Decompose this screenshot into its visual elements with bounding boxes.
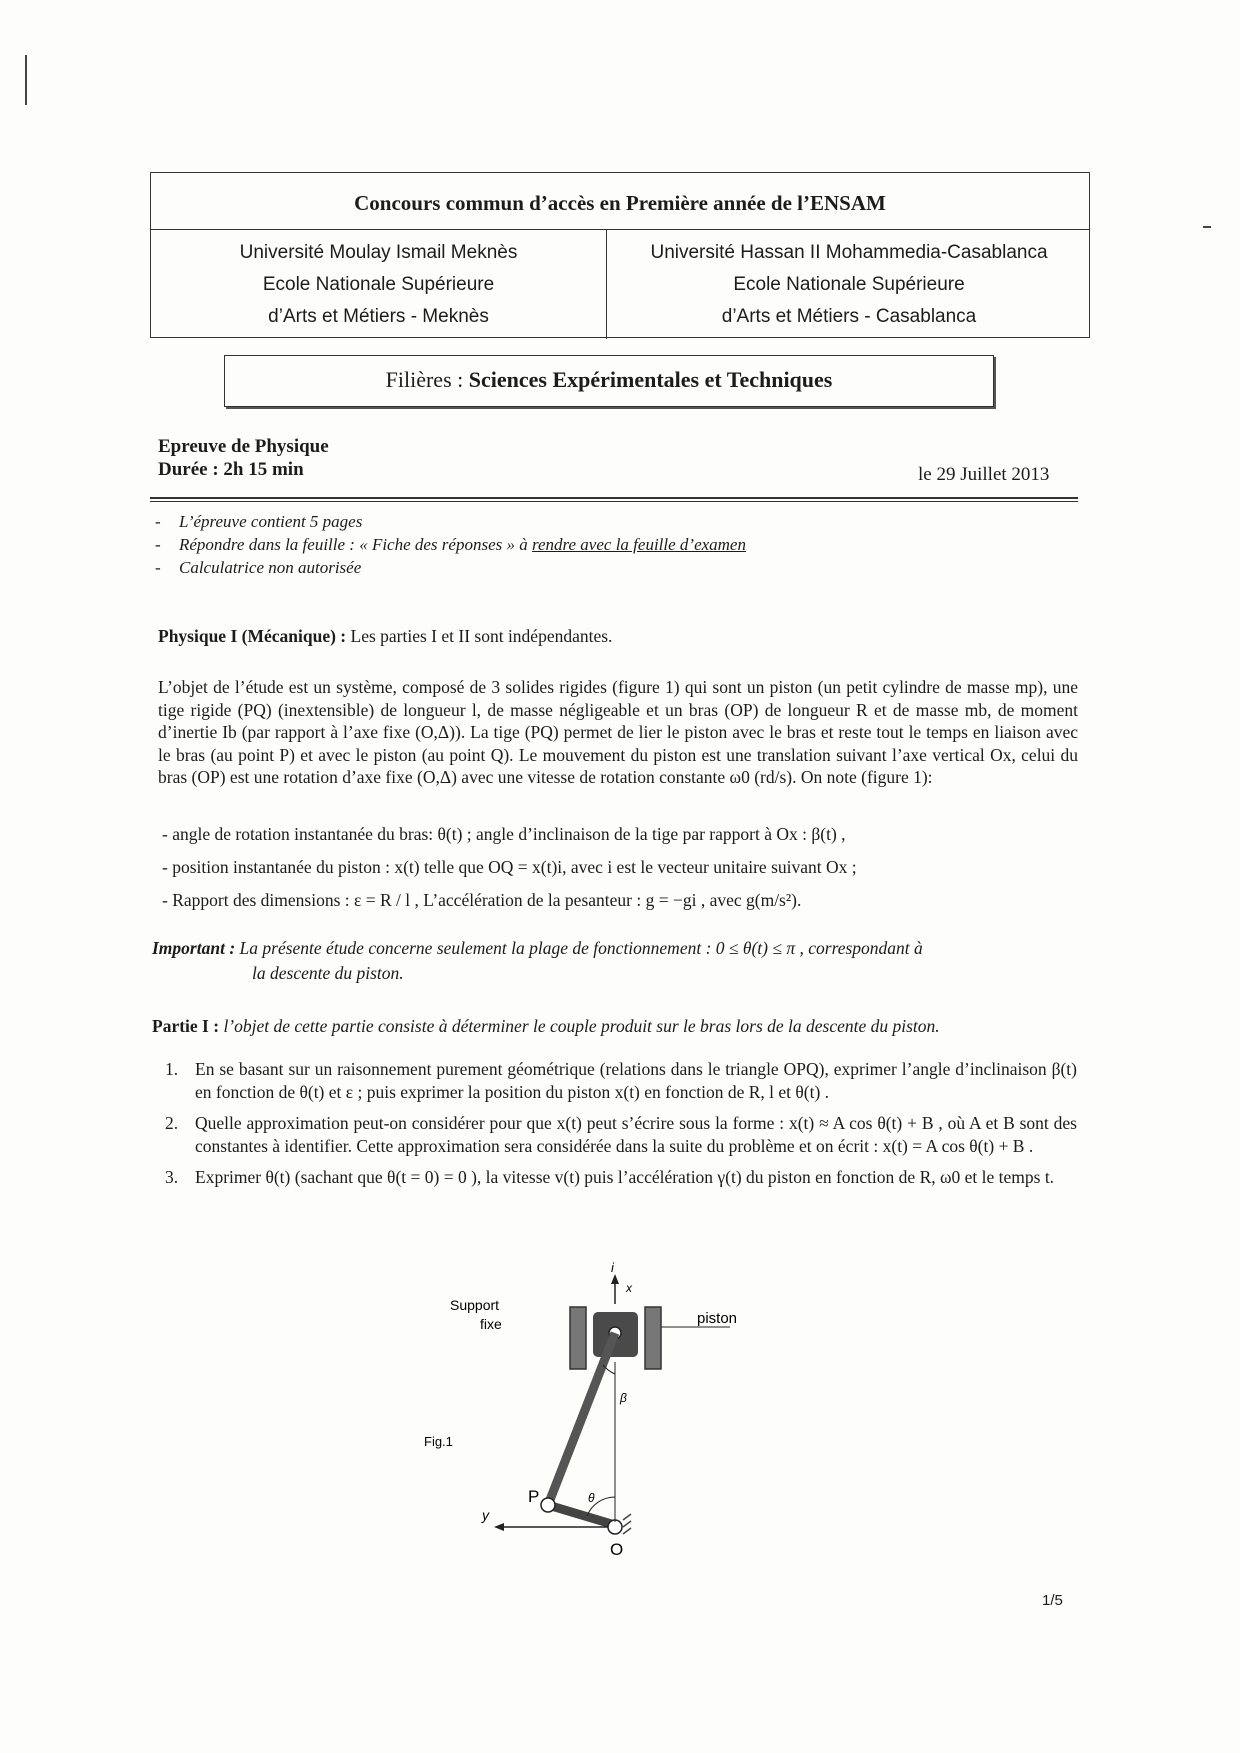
question-number: 3. — [165, 1167, 179, 1187]
important-label: Important : — [152, 938, 236, 958]
question-number: 1. — [165, 1059, 179, 1079]
exam-title: Epreuve de Physique — [158, 436, 329, 457]
instruction-item — [155, 510, 746, 533]
pivot-hatching — [623, 1514, 631, 1534]
header-box — [150, 172, 1090, 338]
questions-list — [165, 1058, 1077, 1197]
question-number: 2. — [165, 1113, 179, 1133]
i-vector-label: i — [611, 1260, 614, 1275]
notations-list — [162, 818, 857, 917]
filieres-label: Filières : — [385, 367, 464, 392]
y-axis-label: y — [482, 1507, 489, 1523]
concours-title: Concours commun d’accès en Première année de l’ENSAM — [354, 191, 886, 215]
piston-label: piston — [697, 1310, 738, 1327]
partie-1-intro — [152, 1015, 1087, 1038]
question-item — [165, 1058, 1077, 1104]
question-text: En se basant sur un raisonnement purement géométrique (relations dans le triangle OPQ), exprimer l’angle d’inclinaison β(t) en fonction de θ(t) et ε ; puis exprimer la position du piston x(t) en fonction de R, l et θ(t) . — [195, 1059, 1077, 1102]
arm-op — [548, 1505, 615, 1525]
theta-label: θ — [588, 1491, 595, 1505]
point-p — [541, 1498, 555, 1512]
notation-item: - angle de rotation instantanée du bras: θ(t) ; angle d’inclinaison de la tige par rapport à Ox : β(t) , — [162, 818, 857, 851]
support-label: fixe — [480, 1316, 502, 1332]
p-label: P — [528, 1487, 540, 1506]
y-axis-arrowhead — [494, 1523, 504, 1531]
point-o — [608, 1520, 622, 1534]
question-item — [165, 1112, 1077, 1158]
right-university-block — [606, 229, 1091, 339]
header-rule — [150, 497, 1078, 502]
figure-1-diagram — [424, 1260, 820, 1592]
filieres-box — [224, 355, 994, 407]
question-text: Quelle approximation peut-on considérer pour que x(t) peut s’écrire sous la forme : x(t) ≈ A cos θ(t) + B , où A et B sont des constantes à identifier. Cette approximation sera considérée dans la suite du problème et on écrit : x(t) = A cos θ(t) + B . — [195, 1113, 1077, 1156]
beta-label: β — [620, 1391, 627, 1405]
scan-artifact — [1203, 226, 1211, 228]
partie-1-text: l’objet de cette partie consiste à déterminer le couple produit sur le bras lors de la descente du piston. — [219, 1016, 940, 1036]
figure-label: Fig.1 — [424, 1434, 453, 1449]
instruction-text: Calculatrice non autorisée — [179, 558, 362, 577]
question-text: Exprimer θ(t) (sachant que θ(t = 0) = 0 ), la vitesse v(t) puis l’accélération γ(t) du piston en fonction de R, ω0 et le temps t. — [195, 1167, 1055, 1187]
instruction-text: Répondre dans la feuille : « Fiche des réponses » à — [179, 535, 532, 554]
right-university-line: d’Arts et Métiers - Casablanca — [721, 306, 977, 327]
physique-heading-text: Les parties I et II sont indépendantes. — [346, 626, 613, 646]
scan-artifact — [25, 55, 27, 105]
filieres-value: Sciences Expérimentales et Techniques — [468, 367, 833, 392]
important-text: La présente étude concerne seulement la plage de fonctionnement : 0 ≤ θ(t) ≤ π , correspondant à — [235, 938, 923, 958]
important-note — [152, 937, 1087, 960]
left-university-block — [151, 229, 606, 339]
physique-heading-bold: Physique I (Mécanique) : — [158, 626, 347, 646]
right-university-line: Université Hassan II Mohammedia-Casablanca — [650, 242, 1048, 263]
o-label: O — [610, 1540, 624, 1559]
x-axis-label: x — [626, 1281, 632, 1295]
right-university-line: Ecole Nationale Supérieure — [733, 274, 965, 295]
notation-item: - Rapport des dimensions : ε = R / l , L’accélération de la pesanteur : g = −gi , avec g(m/s²). — [162, 884, 857, 917]
partie-1-label: Partie I : — [152, 1016, 220, 1036]
exam-date: le 29 Juillet 2013 — [918, 464, 1050, 485]
intro-paragraph: L’objet de l’étude est un système, composé de 3 solides rigides (figure 1) qui sont un piston (un petit cylindre de masse mp), une tige rigide (PQ) (inextensible) de longueur l, de masse négligeable et un bras (OP) de longueur R et de masse mb, de moment d’inertie Ib (par rapport à l’axe fixe (O,Δ)). La tige (PQ) permet de lier le piston avec le bras et reste tout le temps en liaison avec le bras (au point P) et avec le piston (au point Q). Le mouvement du piston est une translation suivant l’axe vertical Ox, celui du bras (OP) est une rotation d’axe fixe (O,Δ) avec une vitesse de rotation constante ω0 (rd/s). On note (figure 1): — [158, 677, 1078, 787]
instruction-item — [155, 556, 746, 579]
question-item — [165, 1166, 1077, 1189]
instruction-item — [155, 533, 746, 556]
fixed-support-left — [570, 1307, 586, 1369]
notation-item: - position instantanée du piston : x(t) telle que OQ = x(t)i, avec i est le vecteur unitaire suivant Ox ; — [162, 851, 857, 884]
physique-heading — [158, 626, 612, 647]
exam-duration: Durée : 2h 15 min — [158, 459, 304, 480]
left-university-line: d’Arts et Métiers - Meknès — [268, 306, 489, 327]
page-number: 1/5 — [1042, 1592, 1063, 1609]
left-university-line: Université Moulay Ismail Meknès — [239, 242, 518, 263]
instruction-text: L’épreuve contient 5 pages — [179, 512, 363, 531]
support-label: Support — [450, 1297, 500, 1313]
left-university-line: Ecole Nationale Supérieure — [262, 274, 495, 295]
instruction-underlined: rendre avec la feuille d’examen — [532, 535, 746, 554]
important-note-continued: la descente du piston. — [252, 963, 404, 983]
fixed-support-right — [645, 1307, 661, 1369]
instructions-list — [155, 510, 746, 579]
x-axis-arrowhead — [611, 1274, 619, 1284]
